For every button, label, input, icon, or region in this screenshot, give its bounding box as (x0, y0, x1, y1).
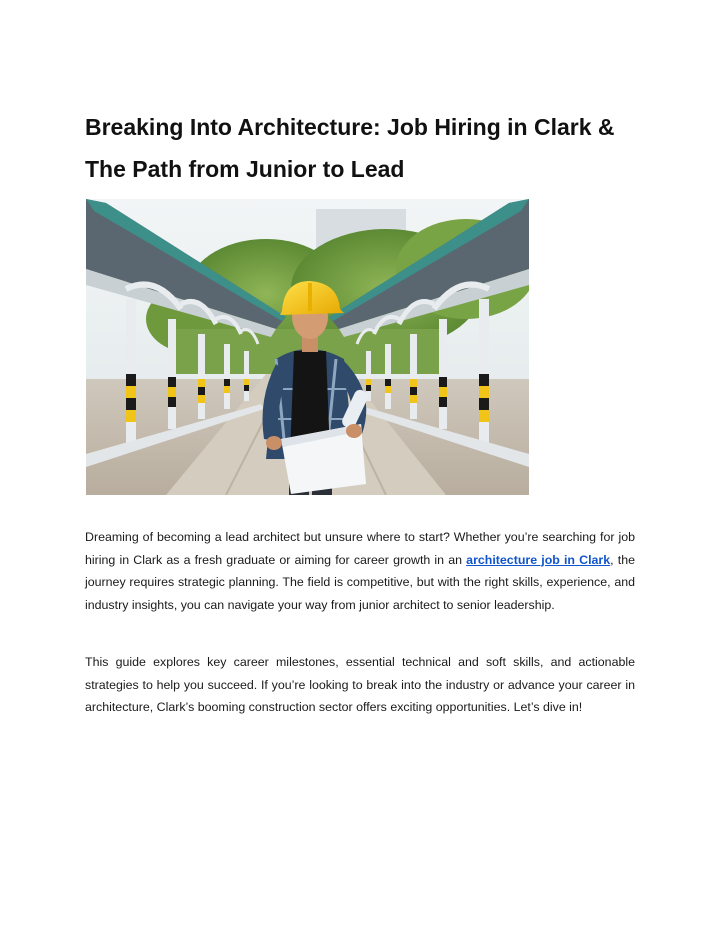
intro-paragraph (85, 526, 635, 616)
article-title: Breaking Into Architecture: Job Hiring in Clark & The Path from Junior to Lead (85, 114, 615, 182)
intro-text-after-link: , the journey requires strategic planning. The field is competitive, but with the right skills, experience, and industry insights, you can navigate your way from junior architect to senior leadership. (85, 552, 635, 612)
architecture-job-link[interactable]: architecture job in Clark (466, 552, 611, 567)
hero-image (86, 199, 529, 495)
intro-text-before-link: Dreaming of becoming a lead architect but unsure where to start? Whether you’re searching for job hiring in Clark as a fresh graduate or aiming for career growth in an (85, 530, 635, 567)
guide-paragraph: This guide explores key career milestones, essential technical and soft skills, and actionable strategies to help you succeed. If you’re looking to break into the industry or advance your career in architecture, Clark’s booming construction sector offers exciting opportunities. Let’s dive in! (85, 655, 635, 714)
architect-photo (86, 199, 529, 495)
